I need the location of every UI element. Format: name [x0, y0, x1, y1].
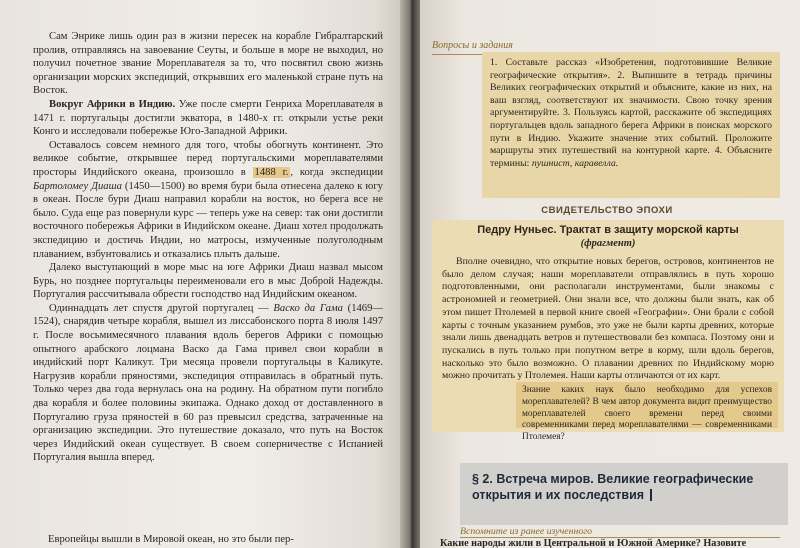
gama-text-a: Одиннадцать лет спустя другой португалец —: [49, 302, 274, 314]
paragraph-good-hope: Далеко выступающий в море мыс на юге Африки Диаш назвал мысом Бурь, но позднее португальцы переименовали его в мыс Доброй Надежды. Португалия рассчитывала обрести господство над Индийским океаном.: [33, 262, 383, 301]
evidence-question: Знание каких наук было необходимо для успехов мореплавателей? В чем автор документа видит преимущество мореплавателей своего времени перед своими современниками перед мореплавателями — современниками Птолемея?: [516, 382, 778, 428]
evidence-title: Педру Нуньес. Трактат в защиту морской карты: [477, 224, 739, 236]
evidence-text-block: [442, 256, 774, 383]
right-page: [420, 0, 800, 548]
dias-text-a: Оставалось совсем немного для того, чтобы обогнуть континент. Это великое событие, открывшее перед португальскими мореплавателями просторы Индийского океана, произошло в: [33, 139, 383, 178]
section-title: [460, 463, 788, 525]
gama-text-b: (1469—1524), снарядив четыре корабля, вышел из лиссабонского порта 8 июля 1497 г. После восьмимесячного плавания вдоль берегов Африки с помощью опытного арабского лоцмана Васко да Гама привел свои корабли в индийский порт Каликут. Три месяца провели португальцы в Каликуте. Нагрузив корабли пряностями, экспедиция отправилась в обратный путь. Только через два года вернулась она на родину. На обратном пути погибло два корабля и более половины экипажа. Однако доход от доставленного в Португалию груза пряностей в 60 раз превысил средства, затраченные на организацию экспедиции. Это путешествие доказало, что путь на Восток через Индийский океан существует. В своем соперничестве с Испанией Португалия вышла вперед.: [33, 302, 383, 464]
questions-box: [482, 52, 780, 198]
name-dias: Бартоломеу Диаша: [33, 180, 122, 192]
paragraph-around-africa-text: Уже после смерти Генриха Мореплавателя в 1471 г. португальцы достигли экватора, в 1480-х гг. открыли устье реки Конго и исследовали побережье Юго-Западной Африки.: [33, 98, 383, 138]
left-text-column: [33, 30, 383, 465]
highlighted-year: 1488 г.: [254, 166, 289, 178]
evidence-subtitle: (фрагмент): [580, 238, 636, 249]
section-title-text: § 2. Встреча миров. Великие географические открытия и их последствия: [472, 472, 754, 502]
evidence-header: СВИДЕТЕЛЬСТВО ЭПОХИ: [541, 205, 673, 216]
name-vasco-da-gama: Васко да Гама: [273, 302, 343, 314]
questions-text: 1. Составьте рассказ «Изобретения, подготовившие Великие географические открытия». 2. Выпишите в тетрадь причины Великих географических открытий и объясните, какие из них, на ваш взгляд, соответствуют их значимости. Свою точку зрения аргументируйте. 3. Пользуясь картой, расскажите об экспедициях португальцев вдоль западного берега Африки в поисках морского пути в Индию. Укажите значение этих событий. Проложите маршруты этих путешествий на контурной карте. 4. Объясните термины:: [490, 57, 772, 169]
text-cursor-mark: [650, 489, 652, 501]
dias-text-b: , когда экспедиции: [290, 166, 383, 178]
paragraph-vasco-da-gama: [33, 302, 383, 465]
dias-text-c: (1450—1500) во время бури была отнесена далеко к югу в океан. После бури Диаш направил корабли на восток, но берега все не было. Суда еще раз повернули курс — теперь уже на север: так они достигли восточного побережья Африки в Индийском океане. Диаш хотел продолжать экспедицию и достичь Индии, но матросы, измученные полуголодным плаванием, взбунтовались и отказались плыть дальше.: [33, 180, 383, 260]
book-gutter: [400, 0, 422, 548]
right-bottom-line: Какие народы жили в Центральной и Южной Америке? Назовите: [440, 538, 747, 548]
evidence-text: Вполне очевидно, что открытие новых берегов, островов, континентов не было делом случая; наши мореплаватели отправлялись в путь хорошо подготовленными, они располагали инструментами, были знакомы с астрономией и геометрией. Они знали все, что должны были знать, как об этом пишет Птолемей в первой книге своей «Географии». Они брали с собой карты с точным указанием румбов, это уже не были карты древних, которые знали лишь двенадцать ветров и путешествовали без компаса. Поэтому они и пускались в путь только при попутном ветре в корму, шли вдоль берегов, насколько это было возможно. О плавании древних по Индийскому морю можно прочитать у Птолемея. Наши карты отличаются от их карт.: [442, 256, 774, 382]
questions-terms: пушнист, каравелла.: [531, 157, 619, 169]
paragraph-dias: [33, 139, 383, 261]
questions-header: Вопросы и задания: [432, 40, 780, 55]
remember-label: Вспомните из ранее изученного: [460, 526, 780, 538]
paragraph-enrique: Сам Энрике лишь один раз в жизни пересек на корабле Гибралтарский пролив, отправляясь на завоевание Сеуты, и больше в море не выходил, но получил почетное звание Мореплавателя за то, что посвятил свою жизнь организации морских экспедиций, открывших его маленькой стране путь на Восток.: [33, 31, 383, 97]
subheading-around-africa: Вокруг Африки в Индию.: [49, 98, 176, 110]
left-bottom-line: Европейцы вышли в Мировой океан, но это были пер-: [48, 534, 294, 545]
paragraph-around-africa: [33, 98, 383, 139]
